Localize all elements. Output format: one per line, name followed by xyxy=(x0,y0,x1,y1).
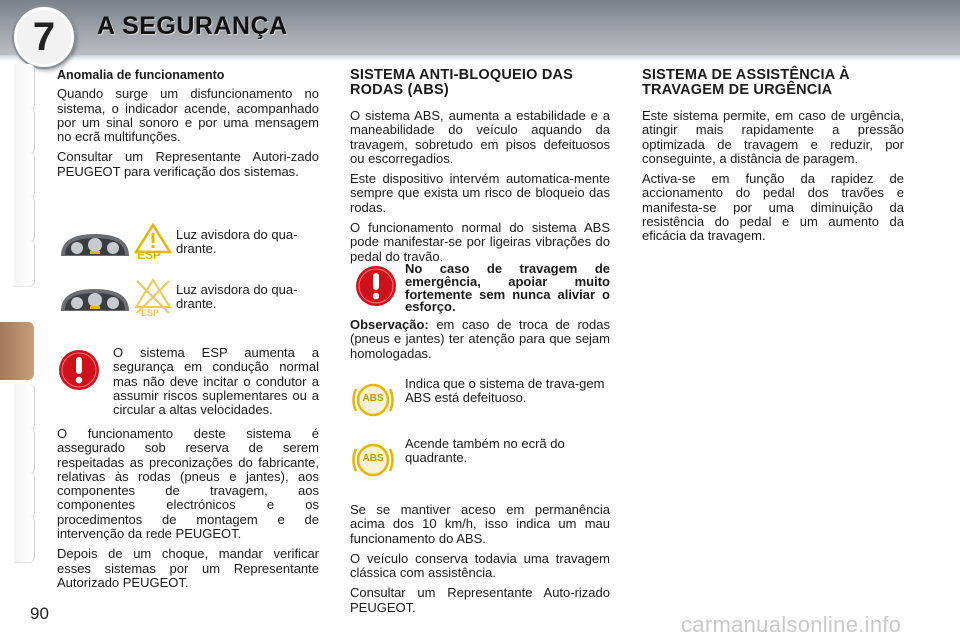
paragraph: Consultar um Representante Auto-rizado PEUGEOT. xyxy=(350,585,610,615)
chapter-tab-active[interactable] xyxy=(0,322,34,380)
header-edge xyxy=(0,55,960,61)
paragraph: Se se mantiver aceso em permanência acima dos 10 km/h, isso indica um mau funcionamento do ABS. xyxy=(350,502,610,546)
chapter-number-badge: 7 xyxy=(14,7,74,67)
exclamation-warning-icon xyxy=(57,348,101,392)
paragraph: Este dispositivo intervém automatica-mente sempre que exista um risco de bloqueio das rodas. xyxy=(350,171,610,215)
esp-icon-label: ESP xyxy=(141,308,160,318)
abs-lamp-description: Acende também no ecrã do quadrante. xyxy=(405,436,565,466)
paragraph: O funcionamento normal do sistema ABS pode manifestar-se por ligeiras vibrações do pedal do travão. xyxy=(350,220,610,264)
watermark: carmanualsonline.info xyxy=(681,612,902,637)
esp-icon-label: ESP xyxy=(137,248,162,262)
chapter-tab[interactable] xyxy=(14,516,35,563)
section-heading-abs: SISTEMA ANTI-BLOQUEIO DAS RODAS (ABS) xyxy=(350,67,574,98)
abs-icon-label: ABS xyxy=(362,393,384,404)
section-heading-anomaly: Anomalia de funcionamento xyxy=(57,68,225,82)
instrument-cluster-icon xyxy=(57,226,133,266)
paragraph: Quando surge um disfuncionamento no sistema, o indicador acende, acompanhado por um sinal sonoro e por uma mensagem no ecrã multifunções. xyxy=(57,86,319,145)
esp-warning-text: O sistema ESP aumenta a segurança em condução normal mas não deve incitar o condutor a assumir riscos suplementares ou a circular a altas velocidades. xyxy=(113,345,319,418)
paragraph: Activa-se em função da rapidez de accionamento do pedal dos travões e manifesta-se por uma diminuição da resistência do pedal e um aumento da eficácia da travagem. xyxy=(642,171,904,244)
chapter-tab[interactable] xyxy=(14,108,35,155)
abs-warning-text: No caso de travagem de emergência, apoiar muito fortemente sem nunca aliviar o esforço. xyxy=(405,261,610,315)
page-title: A SEGURANÇA xyxy=(97,12,288,40)
paragraph: Depois de um choque, mandar verificar esses sistemas por um Representante Autorizado PEUGEOT. xyxy=(57,546,319,590)
abs-observation xyxy=(350,318,610,361)
abs-malfunction-notes xyxy=(350,503,610,621)
chapter-tab[interactable] xyxy=(14,64,35,111)
column-esp-continued xyxy=(57,427,319,596)
lamp-description: Luz avisdora do qua-drante. xyxy=(176,227,298,257)
column-esp xyxy=(57,68,319,185)
abs-lamp-row-2 xyxy=(350,435,610,483)
chapter-tab[interactable] xyxy=(14,428,35,475)
paragraph: Consultar um Representante Autori-zado PEUGEOT para verificação dos sistemas. xyxy=(57,149,319,179)
abs-icon-label: ABS xyxy=(362,453,384,464)
chapter-tab[interactable] xyxy=(14,152,35,199)
instrument-cluster-icon xyxy=(57,281,133,321)
esp-lamp-row-1 xyxy=(57,222,319,268)
abs-warning-block xyxy=(350,262,610,316)
paragraph: O veículo conserva todavia uma travagem clássica com assistência. xyxy=(350,550,610,581)
observation-paragraph xyxy=(350,318,610,361)
paragraph: O funcionamento deste sistema é assegurado sob reserva de serem respeitadas as preconizações do fabricante, relativas às rodas (pneus e jantes), aos componentes de travagem, aos componentes electrónicos e os procedimentos de montagem e de intervenção da rede PEUGEOT. xyxy=(57,426,319,542)
lamp-description: Luz avisdora do qua-drante. xyxy=(176,282,298,312)
column-emergency-braking-assist xyxy=(642,68,904,250)
esp-lamp-row-2 xyxy=(57,277,319,323)
page-number: 90 xyxy=(30,604,49,623)
column-abs xyxy=(350,68,610,270)
exclamation-warning-icon xyxy=(354,264,398,308)
chapter-tab[interactable] xyxy=(14,472,35,519)
chapter-tab[interactable] xyxy=(14,240,35,287)
observation-text: em caso de troca de rodas (pneus e jantes) ter atenção para que sejam homologadas. xyxy=(350,317,610,361)
section-heading-brake-assist: SISTEMA DE ASSISTÊNCIA À TRAVAGEM DE URGÊNCIA xyxy=(642,67,850,98)
abs-lamp-description: Indica que o sistema de trava-gem ABS está defeituoso. xyxy=(405,376,605,406)
paragraph: Este sistema permite, em caso de urgência, atingir mais rapidamente a pressão optimizada de travagem e reduzir, por conseguinte, a distância de paragem. xyxy=(642,108,904,166)
esp-warning-block xyxy=(57,346,319,417)
observation-label: Observação: xyxy=(350,317,429,332)
chapter-tab[interactable] xyxy=(14,196,35,243)
paragraph: O sistema ABS, aumenta a estabilidade e a maneabilidade do veículo aquando da travagem, sobretudo em pisos defeituosos ou escorregadios. xyxy=(350,108,610,166)
chapter-tab[interactable] xyxy=(14,384,35,431)
abs-lamp-row-1 xyxy=(350,375,610,423)
